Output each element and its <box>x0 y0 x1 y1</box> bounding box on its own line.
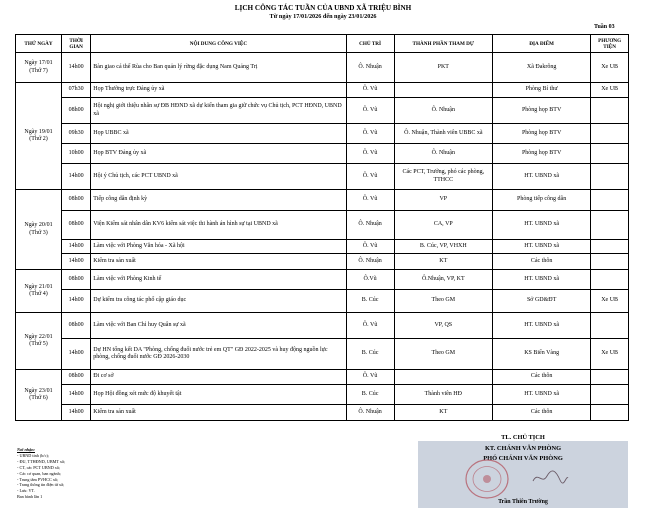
location-cell: KS Biển Vàng <box>492 339 590 370</box>
location-cell: Phòng Bí thư <box>492 83 590 98</box>
participants-cell: VP <box>394 190 492 211</box>
signature-role-1: KT. CHÁNH VĂN PHÒNG <box>484 445 562 452</box>
location-cell: HT. UBND xã <box>492 240 590 254</box>
document-title: LỊCH CÔNG TÁC TUẦN CỦA UBND XÃ TRIỆU BÌNH <box>234 4 412 12</box>
content-cell: Dự kiểm tra công tác phổ cập giáo dục <box>91 290 346 313</box>
participants-cell: Theo GM <box>394 290 492 313</box>
content-cell: Đi cơ sở <box>91 370 346 385</box>
content-cell: Dự HN tổng kết DA "Phòng, chống đuối nước trẻ em QT" GĐ 2022-2025 và huy động nguồn lực phòng, chống đuối nước GĐ 2026-2030 <box>91 339 346 370</box>
table-row <box>16 98 629 124</box>
location-cell: HT. UBND xã <box>492 211 590 240</box>
content-cell: Kiểm tra sản xuất <box>91 405 346 421</box>
day-cell: Ngày 17/01 (Thứ 7) <box>16 53 62 83</box>
participants-cell: Ô. Nhuận <box>394 144 492 164</box>
col-chair: CHỦ TRÌ <box>346 35 394 53</box>
chair-cell: Ô. Nhuận <box>346 53 394 83</box>
table-row <box>16 83 629 98</box>
chair-cell: Ô. Vũ <box>346 240 394 254</box>
chair-cell: Ô. Vũ <box>346 83 394 98</box>
signature-authority: TL. CHỦ TỊCH <box>501 434 545 441</box>
signature-block <box>418 441 628 508</box>
chair-cell: B. Cúc <box>346 339 394 370</box>
content-cell: Viện Kiểm sát nhân dân KV6 kiểm sát việc thi hành án hình sự tại UBND xã <box>91 211 346 240</box>
participants-cell: VP, QS <box>394 313 492 339</box>
day-cell: Ngày 21/01 (Thứ 4) <box>16 270 62 313</box>
participants-cell <box>394 83 492 98</box>
table-row <box>16 190 629 211</box>
vehicle-cell <box>591 270 629 290</box>
notes-item: - Trung tâm PVHCC xã; <box>17 476 58 482</box>
location-cell: Phòng tiếp công dân <box>492 190 590 211</box>
participants-cell: CA, VP <box>394 211 492 240</box>
time-cell: 07h30 <box>62 83 91 98</box>
vehicle-cell <box>591 405 629 421</box>
chair-cell: Ô. Nhuận <box>346 254 394 270</box>
time-cell: 14h00 <box>62 240 91 254</box>
notes-item: - Trang thông tin điện tử xã; <box>17 482 65 488</box>
participants-cell: Ô.Nhuận, VP, KT <box>394 270 492 290</box>
notes-heading: Nơi nhận: <box>17 447 35 452</box>
week-number: Tuần 03 <box>594 24 615 30</box>
participants-cell: Ô. Nhuận <box>394 98 492 124</box>
table-row <box>16 339 629 370</box>
vehicle-cell <box>591 124 629 144</box>
col-content: NỘI DUNG CÔNG VIỆC <box>91 35 346 53</box>
content-cell: Họp BTV Đảng ủy xã <box>91 144 346 164</box>
day-cell: Ngày 20/01 (Thứ 3) <box>16 190 62 270</box>
notes-item: - Lưu: VT. <box>17 488 35 494</box>
time-cell: 08h00 <box>62 313 91 339</box>
participants-cell: PKT <box>394 53 492 83</box>
vehicle-cell <box>591 370 629 385</box>
content-cell: Kiểm tra sản xuất <box>91 254 346 270</box>
table-row <box>16 313 629 339</box>
table-row <box>16 405 629 421</box>
chair-cell: Ô. Vũ <box>346 190 394 211</box>
location-cell: Phòng họp BTV <box>492 124 590 144</box>
location-cell: Xã Đakrông <box>492 53 590 83</box>
table-row <box>16 53 629 83</box>
chair-cell: Ô. Vũ <box>346 98 394 124</box>
vehicle-cell <box>591 385 629 405</box>
notes-item: - UBND tỉnh (b/c); <box>17 452 49 458</box>
date-range: Từ ngày 17/01/2026 đến ngày 23/01/2026 <box>269 13 377 20</box>
participants-cell: Thành viên HĐ <box>394 385 492 405</box>
chair-cell: Ô. Vũ <box>346 370 394 385</box>
content-cell: Họp Thường trực Đảng ủy xã <box>91 83 346 98</box>
location-cell: Các thôn <box>492 254 590 270</box>
chair-cell: B. Cúc <box>346 385 394 405</box>
signer-name: Trần Thiên Trường <box>498 499 548 505</box>
vehicle-cell: Xe UB <box>591 339 629 370</box>
recipients-notes <box>17 447 65 500</box>
time-cell: 08h00 <box>62 211 91 240</box>
vehicle-cell: Xe UB <box>591 83 629 98</box>
location-cell: HT. UBND xã <box>492 270 590 290</box>
vehicle-cell <box>591 240 629 254</box>
vehicle-cell: Xe UB <box>591 53 629 83</box>
notes-item: - CT, các PCT UBND xã; <box>17 464 60 470</box>
official-seal-icon <box>464 458 510 500</box>
content-cell: Họp Hội đồng xét mức độ khuyết tật <box>91 385 346 405</box>
col-time: THỜI GIAN <box>62 35 91 53</box>
time-cell: 14h00 <box>62 290 91 313</box>
table-row <box>16 270 629 290</box>
vehicle-cell <box>591 164 629 190</box>
location-cell: Các thôn <box>492 405 590 421</box>
location-cell: Các thôn <box>492 370 590 385</box>
vehicle-cell <box>591 98 629 124</box>
table-row <box>16 124 629 144</box>
chair-cell: Ô. Vũ <box>346 164 394 190</box>
vehicle-cell <box>591 254 629 270</box>
location-cell: Sở GD&ĐT <box>492 290 590 313</box>
content-cell: Làm việc với Phòng Văn hóa - Xã hội <box>91 240 346 254</box>
signature-role-2: PHÓ CHÁNH VĂN PHÒNG <box>483 455 563 462</box>
chair-cell: Ô. Vũ <box>346 313 394 339</box>
time-cell: 14h00 <box>62 385 91 405</box>
time-cell: 14h00 <box>62 254 91 270</box>
location-cell: Phòng họp BTV <box>492 98 590 124</box>
participants-cell: Ô. Nhuận, Thành viên UBBC xã <box>394 124 492 144</box>
content-cell: Bàn giao cá thể Rùa cho Ban quản lý rừng đặc dụng Nam Quảng Trị <box>91 53 346 83</box>
participants-cell: Các PCT, Trưởng, phó các phòng, TTHCC <box>394 164 492 190</box>
chair-cell: Ô. Nhuận <box>346 405 394 421</box>
chair-cell: Ô. Vũ <box>346 124 394 144</box>
table-row <box>16 385 629 405</box>
time-cell: 14h00 <box>62 405 91 421</box>
chair-cell: Ô. Vũ <box>346 144 394 164</box>
table-row <box>16 290 629 313</box>
notes-item: - Các cơ quan, ban ngành; <box>17 470 61 476</box>
day-cell: Ngày 19/01 (Thứ 2) <box>16 83 62 190</box>
table-row <box>16 164 629 190</box>
content-cell: Họp UBBC xã <box>91 124 346 144</box>
participants-cell: KT <box>394 254 492 270</box>
table-row <box>16 370 629 385</box>
chair-cell: B. Cúc <box>346 290 394 313</box>
handwritten-signature-icon <box>530 467 570 489</box>
participants-cell: KT <box>394 405 492 421</box>
table-row <box>16 211 629 240</box>
time-cell: 10h00 <box>62 144 91 164</box>
time-cell: 14h00 <box>62 53 91 83</box>
time-cell: 08h00 <box>62 98 91 124</box>
table-row <box>16 254 629 270</box>
time-cell: 09h30 <box>62 124 91 144</box>
vehicle-cell: Xe UB <box>591 290 629 313</box>
day-cell: Ngày 22/01 (Thứ 5) <box>16 313 62 370</box>
time-cell: 14h00 <box>62 164 91 190</box>
col-location: ĐỊA ĐIỂM <box>492 35 590 53</box>
chair-cell: Ô. Nhuận <box>346 211 394 240</box>
time-cell: 08h00 <box>62 190 91 211</box>
vehicle-cell <box>591 313 629 339</box>
location-cell: HT. UBND xã <box>492 164 590 190</box>
location-cell: HT. UBND xã <box>492 313 590 339</box>
participants-cell: Theo GM <box>394 339 492 370</box>
day-cell: Ngày 23/01 (Thứ 6) <box>16 370 62 421</box>
table-row <box>16 144 629 164</box>
time-cell: 08h00 <box>62 270 91 290</box>
col-vehicle: PHƯƠNG TIỆN <box>591 35 629 53</box>
time-cell: 14h00 <box>62 339 91 370</box>
content-cell: Hội ý Chủ tịch, các PCT UBND xã <box>91 164 346 190</box>
content-cell: Hội nghị giới thiệu nhân sự ĐB HĐND xã dự kiến tham gia giữ chức vụ Chủ tịch, PCT HĐND, UBND xã <box>91 98 346 124</box>
notes-item: Ban hành lần 1 <box>17 494 43 500</box>
content-cell: Tiếp công dân định kỳ <box>91 190 346 211</box>
participants-cell: B. Cúc, VP, VHXH <box>394 240 492 254</box>
table-row <box>16 240 629 254</box>
notes-item: - ĐU, TTHĐND, UBMT xã; <box>17 458 65 464</box>
content-cell: Làm việc với Phòng Kinh tế <box>91 270 346 290</box>
content-cell: Làm việc với Ban Chỉ huy Quân sự xã <box>91 313 346 339</box>
col-day: THỨ NGÀY <box>16 35 62 53</box>
vehicle-cell <box>591 211 629 240</box>
location-cell: Phòng họp BTV <box>492 144 590 164</box>
participants-cell <box>394 370 492 385</box>
col-participants: THÀNH PHẦN THAM DỰ <box>394 35 492 53</box>
time-cell: 08h00 <box>62 370 91 385</box>
schedule-table <box>15 34 629 421</box>
location-cell: HT. UBND xã <box>492 385 590 405</box>
vehicle-cell <box>591 190 629 211</box>
chair-cell: Ô.Vũ <box>346 270 394 290</box>
header-row <box>16 35 629 53</box>
vehicle-cell <box>591 144 629 164</box>
